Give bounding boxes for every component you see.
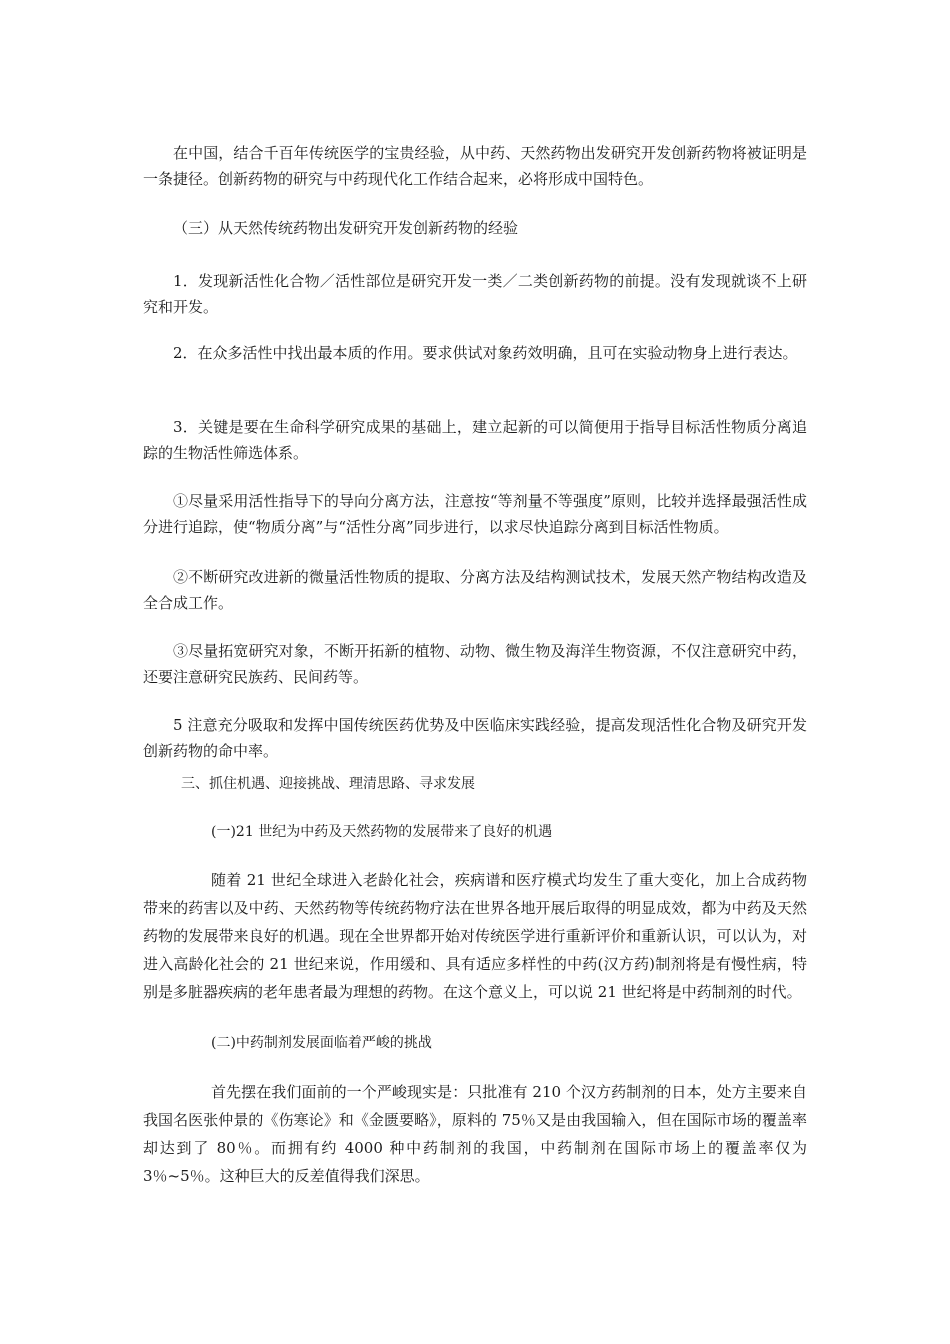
paragraph-subpoint-2: ②不断研究改进新的微量活性物质的提取、分离方法及结构测试技术，发展天然产物结构改造及全合成工作。 — [143, 568, 807, 612]
paragraph-subpoint-3: ③尽量拓宽研究对象，不断开拓新的植物、动物、微生物及海洋生物资源，不仅注意研究中药，还要注意研究民族药、民间药等。 — [143, 642, 807, 686]
subheading-opportunity: (一)21 世纪为中药及天然药物的发展带来了良好的机遇 — [211, 824, 553, 840]
paragraph-subpoint-1: ①尽量采用活性指导下的导向分离方法，注意按“等剂量不等强度”原则，比较并选择最强活性成分进行追踪，使“物质分离”与“活性分离”同步进行，以求尽快追踪分离到目标活性物质。 — [143, 492, 807, 536]
paragraph-opportunity: 随着 21 世纪全球进入老龄化社会，疾病谱和医疗模式均发生了重大变化，加上合成药物带来的药害以及中药、天然药物等传统药物疗法在世界各地开展后取得的明显成效，都为中药及天然药物的发展带来良好的机遇。现在全世界都开始对传统医学进行重新评价和重新认识，可以认为，对进入高龄化社会的 21 世纪来说，作用缓和、具有适应多样性的中药(汉方药)制剂将是有慢性病，特别是多脏器疾病的老年患者最为理想的药物。在这个意义上，可以说 21 世纪将是中药制剂的时代。 — [143, 871, 807, 1001]
paragraph-point-1: 1．发现新活性化合物／活性部位是研究开发一类／二类创新药物的前提。没有发现就谈不上研究和开发。 — [143, 272, 807, 316]
paragraph-challenge: 首先摆在我们面前的一个严峻现实是：只批准有 210 个汉方药制剂的日本，处方主要来自我国名医张仲景的《伤寒论》和《金匮要略》，原料的 75％又是由我国输入，但在国际市场的覆盖率却达到了 80％。而拥有约 4000 种中药制剂的我国，中药制剂在国际市场上的覆盖率仅为 3％~5％。这种巨大的反差值得我们深思。 — [143, 1083, 807, 1185]
paragraph-point-2: 2．在众多活性中找出最本质的作用。要求供试对象药效明确，且可在实验动物身上进行表达。 — [173, 344, 798, 362]
paragraph-intro: 在中国，结合千百年传统医学的宝贵经验，从中药、天然药物出发研究开发创新药物将被证明是一条捷径。创新药物的研究与中药现代化工作结合起来，必将形成中国特色。 — [143, 144, 807, 188]
paragraph-point-3: 3．关键是要在生命科学研究成果的基础上，建立起新的可以简便用于指导目标活性物质分离追踪的生物活性筛选体系。 — [143, 418, 807, 462]
paragraph-point-5: 5 注意充分吸取和发挥中国传统医药优势及中医临床实践经验，提高发现活性化合物及研究开发创新药物的命中率。 — [143, 716, 807, 760]
section-heading-experience: （三）从天然传统药物出发研究开发创新药物的经验 — [173, 219, 519, 237]
subheading-challenge: (二)中药制剂发展面临着严峻的挑战 — [211, 1035, 432, 1051]
section-heading-three: 三、抓住机遇、迎接挑战、理清思路、寻求发展 — [181, 776, 475, 792]
